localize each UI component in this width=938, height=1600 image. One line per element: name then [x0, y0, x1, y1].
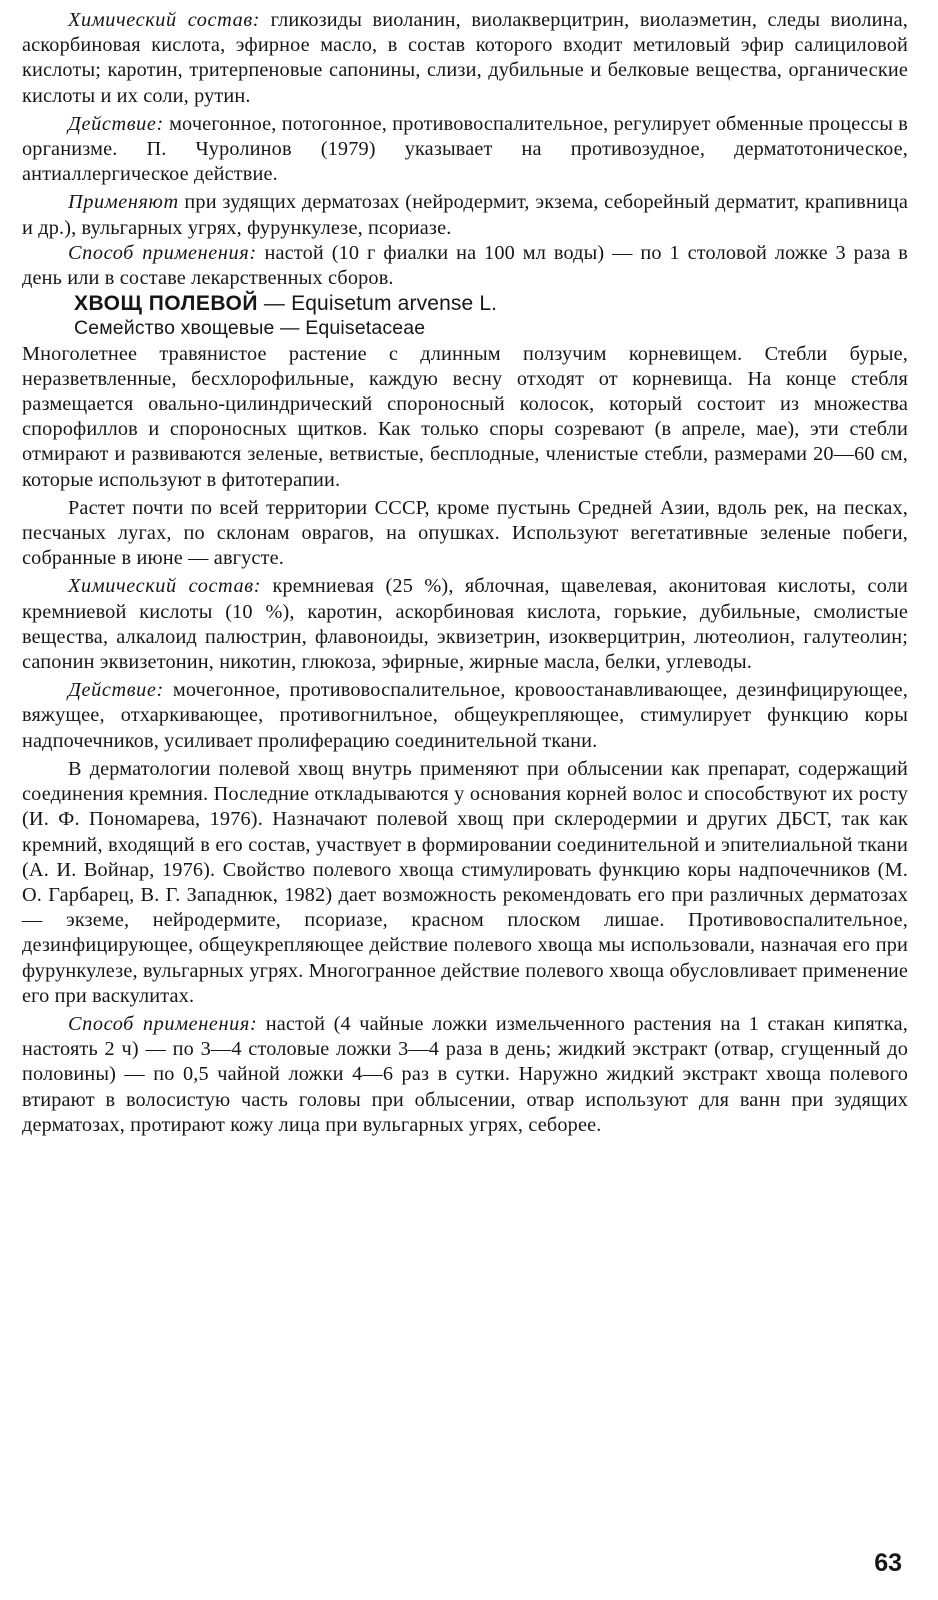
- plant-family: Семейство хвощевые — Equisetaceae: [74, 317, 426, 340]
- plant-latin-name: Equisetum arvense L.: [291, 292, 498, 316]
- plant-title: ХВОЩ ПОЛЕВОЙ: [74, 292, 258, 316]
- lead-action: Действие:: [68, 112, 164, 135]
- title-dash: —: [257, 292, 292, 316]
- paragraph-text: настой (4 чайные ложки измельченного растения на 1 стакан кипятка, настоять 2 ч) — по 3—4 столовые ложки 3—4 раза в день; жидкий экстракт (отвар, сгущенный до половины) — по 0,5 чайной ложки 4—6 раз в сутки. Наружно жидкий экстракт хвоща полевого втирают в волосистую часть головы при облысении, отвар используют для ванн при зудящих дерматозах, протирают кожу лица при вульгарных угрях, себорее.: [22, 1012, 909, 1136]
- lead-use: Применяют: [68, 191, 179, 214]
- paragraph-text: мочегонное, потогонное, противовоспалительное, регулирует обменные процессы в организме. П. Чуролинов (1979) указывает на противозудное, дерматотоническое, антиаллергическое действие.: [22, 112, 908, 186]
- lead-chemical-composition: Химический состав:: [68, 575, 262, 598]
- paragraph-violet-method: [22, 241, 908, 291]
- paragraph-text: настой (10 г фиалки на 100 мл воды) — по 1 столовой ложке 3 раза в день или в составе лекарственных сборов.: [22, 241, 909, 290]
- paragraph-violet-action: [22, 112, 908, 188]
- lead-chemical-composition: Химический состав:: [68, 9, 261, 31]
- paragraph-horsetail-chemistry: [22, 574, 908, 675]
- lead-method: Способ применения:: [68, 241, 257, 264]
- paragraph-horsetail-method: [22, 1012, 908, 1138]
- paragraph-text: гликозиды виоланин, виолакверцитрин, виолаэметин, следы виолина, аскорбиновая кислота, эфирное масло, в состав которого входит метиловый эфир салициловой кислоты; каротин, тритерпеновые сапонины, слизи, дубильные и белковые вещества, органические кислоты и их соли, рутин.: [22, 9, 908, 107]
- lead-action: Действие:: [68, 679, 164, 702]
- page-body: [22, 8, 908, 1138]
- paragraph-violet-use: [22, 190, 908, 240]
- paragraph-text: при зудящих дерматозах (нейродермит, экзема, себорейный дерматит, крапивница и др.), вульгарных угрях, фурункулезе, псориазе.: [22, 191, 908, 239]
- paragraph-violet-chemistry: [22, 8, 908, 109]
- paragraph-text: мочегонное, противовоспалительное, кровоостанавливающее, дезинфицирующее, вяжущее, отхаркивающее, противогнилъное, общеукрепляющее, стимулирует функцию коры надпочечников, усиливает пролиферацию соединительной ткани.: [22, 679, 908, 752]
- section-heading: [22, 291, 908, 316]
- paragraph-horsetail-action: [22, 678, 908, 754]
- paragraph-horsetail-dermatology: В дерматологии полевой хвощ внутрь применяют при облысении как препарат, содержащий соединения кремния. Последние откладываются у основания корней волос и способствуют их росту (И. Ф. Пономарева, 1976). Назначают полевой хвощ при склеродермии и других ДБСТ, так как кремний, входящий в его состав, участвует в формировании соединительной и эпителиальной ткани (А. И. Войнар, 1976). Свойство полевого хвоща стимулировать функцию коры надпочечников (М. О. Гарбарец, В. Г. Западнюк, 1982) дает возможность рекомендовать его при различных дерматозах — экземе, нейродермите, псориазе, красном плоском лишае. Противовоспалительное, дезинфицирующее, общеукрепляющее действие полевого хвоща мы использовали, назначая его при фурункулезе, вульгарных угрях. Многогранное действие полевого хвоща обусловливает применение его при васкулитах.: [22, 757, 908, 1007]
- lead-method: Способ применения:: [68, 1012, 258, 1035]
- paragraph-text: кремниевая (25 %), яблочная, щавелевая, аконитовая кислоты, соли кремниевой кислоты (10 %), каротин, аскорбиновая кислота, горькие, дубильные, смолистые вещества, алкалоид палюстрин, флавоноиды, эквизетрин, изокверцитрин, лютеолион, галутеолин; сапонин эквизетонин, никотин, глюкоза, эфирные, жирные масла, белки, углеводы.: [22, 575, 908, 674]
- paragraph-horsetail-habitat: Растет почти по всей территории СССР, кроме пустынь Средней Азии, вдоль рек, на песках, песчаных лугах, по склонам оврагов, на опушках. Используют вегетативные зеленые побеги, собранные в июне — августе.: [22, 496, 908, 570]
- paragraph-horsetail-description: Многолетнее травянистое растение с длинным ползучим корневищем. Стебли бурые, неразветвленные, бесхлорофильные, каждую весну отходят от корневища. На конце стебля размещается овально-цилиндрический спороносный колосок, который состоит из множества спорофиллов и спороносных щитков. Как только споры созревают (в апреле, мае), эти стебли отмирают и развиваются зеленые, ветвистые, бесплодные, членистые стебли, размерами 20—60 см, которые используют в фитотерапии.: [22, 342, 908, 491]
- page-number: 63: [874, 1549, 902, 1577]
